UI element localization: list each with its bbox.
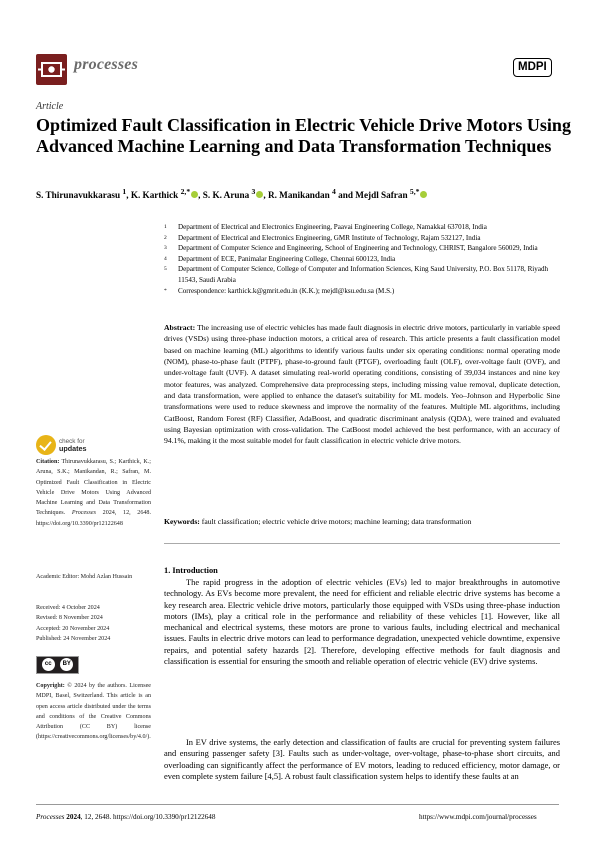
keywords: [164, 516, 560, 527]
journal-logo-icon: [36, 54, 67, 85]
citation-journal: Processes: [71, 510, 96, 517]
article-type: Article: [36, 101, 64, 112]
citation-text: Thirunavukkarasu, S.; Karthick, K.; Aruna, S.K.; Manikandan, R.; Safran, M. Optimized Fault Classification in Electric Vehicle Drive Motors Using Advanced Machine Learning and Data Transformation Techniques.: [36, 459, 151, 517]
affiliation-item: 1 Department of Electrical and Electronics Engineering, Paavai Engineering College, Namakkal 637018, India: [164, 223, 487, 231]
abstract: [164, 322, 560, 447]
accepted-date: Accepted: 20 November 2024: [36, 625, 110, 632]
received-date: Received: 4 October 2024: [36, 605, 100, 611]
footer-citation: Processes 2024, 12, 2648. https://doi.org/10.3390/pr12122648: [36, 813, 216, 821]
author: K. Karthick $^{2,*}$: [131, 190, 198, 200]
academic-editor: Academic Editor: Mohd Azlan Hussain: [36, 574, 133, 580]
footer-journal-link[interactable]: https://www.mdpi.com/journal/processes: [419, 813, 537, 821]
copyright-text: © 2024 by the authors. Licensee MDPI, Basel, Switzerland. This article is an open access article distributed under the terms and conditions of the Creative Commons Attribution (CC BY) license (https://creativecommons.org/licenses/by/4.0/).: [36, 683, 151, 741]
abstract-text: The increasing use of electric vehicles has made fault diagnosis in electric drive motors, particularly in variable speed drives (VSDs) using three-phase induction motors, a critical area of research. This article presents a fault classification model based on machine learning (ML) algorithms to identify various faults under six operating conditions: normal operating mode (NOM), phase-to-phase fault (PTPF), phase-to-ground fault (PTGF), overloading fault (OLF), over-voltage fault (OVF), and under-voltage fault (UVF). A dataset simulating real-world operating conditions, consisting of 39,034 instances and nine key motor features, was analyzed. Comprehensive data preprocessing steps, including missing value removal, duplicate detection, and data transformation, were applied to enhance the dataset's suitability for ML models. Yeo–Johnson and Hyperbolic Sine transformations were used to reduce skewness and improve the normality of the features. Multiple ML algorithms, including CatBoost, Random Forest (RF) Classifier, AdaBoost, and quadratic discriminant analysis (QDA), were trained and evaluated using Bayesian optimization with cross-validation. The CatBoost model achieved the best performance, with an accuracy of 94.1%, making it the most suitable model for fault classification in electric vehicle drive motors.: [164, 323, 560, 446]
author-list: S. Thirunavukkarasu $^1$, K. Karthick $^{2,*}$ , S. K. Aruna $^3$ , R. Manikandan $^4$ and Mejdl Safran $^{5,*}$: [36, 186, 581, 201]
affiliation-item: 5 Department of Computer Science, College of Computer and Information Sciences, King Saud University, P.O. Box 51178, Riyadh 11543, Saudi Arabia: [164, 265, 549, 284]
copyright-label: Copyright:: [36, 683, 65, 689]
affiliation-item: 3 Department of Computer Science and Engineering, School of Engineering and Technology, CHRIST, Bangalore 560029, India: [164, 244, 538, 253]
section-divider: [164, 543, 560, 544]
citation-block: [36, 457, 151, 529]
author: R. Manikandan $^4$: [267, 187, 336, 201]
publication-dates: [36, 603, 151, 644]
cc-icon: cc: [42, 658, 55, 671]
author-conjunction: and: [338, 190, 353, 201]
author: Mejdl Safran $^{5,*}$: [355, 190, 427, 200]
publisher-logo: [513, 56, 552, 78]
citation-doi[interactable]: 2024, 12, 2648. https://doi.org/10.3390/pr12122648: [36, 510, 151, 527]
author: S. Thirunavukkarasu $^1$: [36, 187, 127, 201]
affiliation-item: 4 Department of ECE, Panimalar Engineering College, Chennai 600123, India: [164, 254, 396, 263]
footer-divider: [36, 804, 559, 805]
paper-title: Optimized Fault Classification in Electric Vehicle Drive Motors Using Advanced Machine Learning and Data Transformation Techniques: [36, 115, 571, 156]
check-for-updates-button[interactable]: [36, 434, 94, 456]
cc-by-license-badge[interactable]: [36, 656, 79, 674]
journal-name: processes: [74, 56, 139, 73]
section-heading: 1. Introduction: [164, 566, 218, 575]
published-date: Published: 24 November 2024: [36, 635, 111, 642]
copyright-notice: [36, 681, 151, 743]
keywords-text: fault classification; electric vehicle drive motors; machine learning; data transformation: [201, 517, 472, 526]
revised-date: Revised: 8 November 2024: [36, 615, 103, 622]
citation-label: Citation:: [36, 459, 60, 465]
body-paragraph: The rapid progress in the adoption of electric vehicles (EVs) led to major breakthroughs in automotive technology. As EVs become more prevalent, the need for efficient and reliable electric drive systems has become a key research area. Electric vehicle drive motors, particularly those equipped with VSDs using three-phase induction motors (IMs), play a critical role in the performance and reliability of these vehicles [1]. However, like all mechanical and electrical systems, these motors are prone to various faults, including electrical and mechanical issues. Faults in electric drive motors can lead to performance degradation, unexpected vehicle downtime, expensive repairs, and potential safety hazards [2]. Therefore, developing effective methods for fault diagnosis and classification is essential for ensuring the smooth and reliable operation of electric vehicle (EV) drive systems.: [164, 577, 560, 666]
publisher-logo-text: MDPI: [513, 58, 552, 77]
check-for-updates-label: check for updates: [59, 437, 87, 453]
keywords-label: Keywords:: [164, 517, 200, 526]
orcid-icon[interactable]: [420, 191, 427, 198]
author: S. K. Aruna $^3$: [203, 190, 264, 200]
by-icon: BY: [60, 658, 73, 671]
correspondence: * Correspondence: karthick.k@gmrit.edu.in (K.K.); mejdl@ksu.edu.sa (M.S.): [164, 286, 395, 295]
affiliation-item: 2 Department of Electrical and Electronics Engineering, GMR Institute of Technology, Rajam 532127, India: [164, 233, 481, 242]
orcid-icon[interactable]: [191, 191, 198, 198]
body-paragraph: In EV drive systems, the early detection and classification of faults are crucial for preventing system failures and ensuring passenger safety [3]. Faults such as under-voltage, over-voltage, phase-to-phase short circuits, and overloading can significantly affect the performance of EV motors, leading to reduced efficiency, motor damage, or even complete system failure [4,5]. A robust fault classification system helps to identify these faults at an: [164, 737, 560, 781]
affiliations: [164, 222, 564, 296]
abstract-label: Abstract:: [164, 323, 196, 332]
orcid-icon[interactable]: [256, 191, 263, 198]
checkmark-icon: [36, 435, 56, 455]
